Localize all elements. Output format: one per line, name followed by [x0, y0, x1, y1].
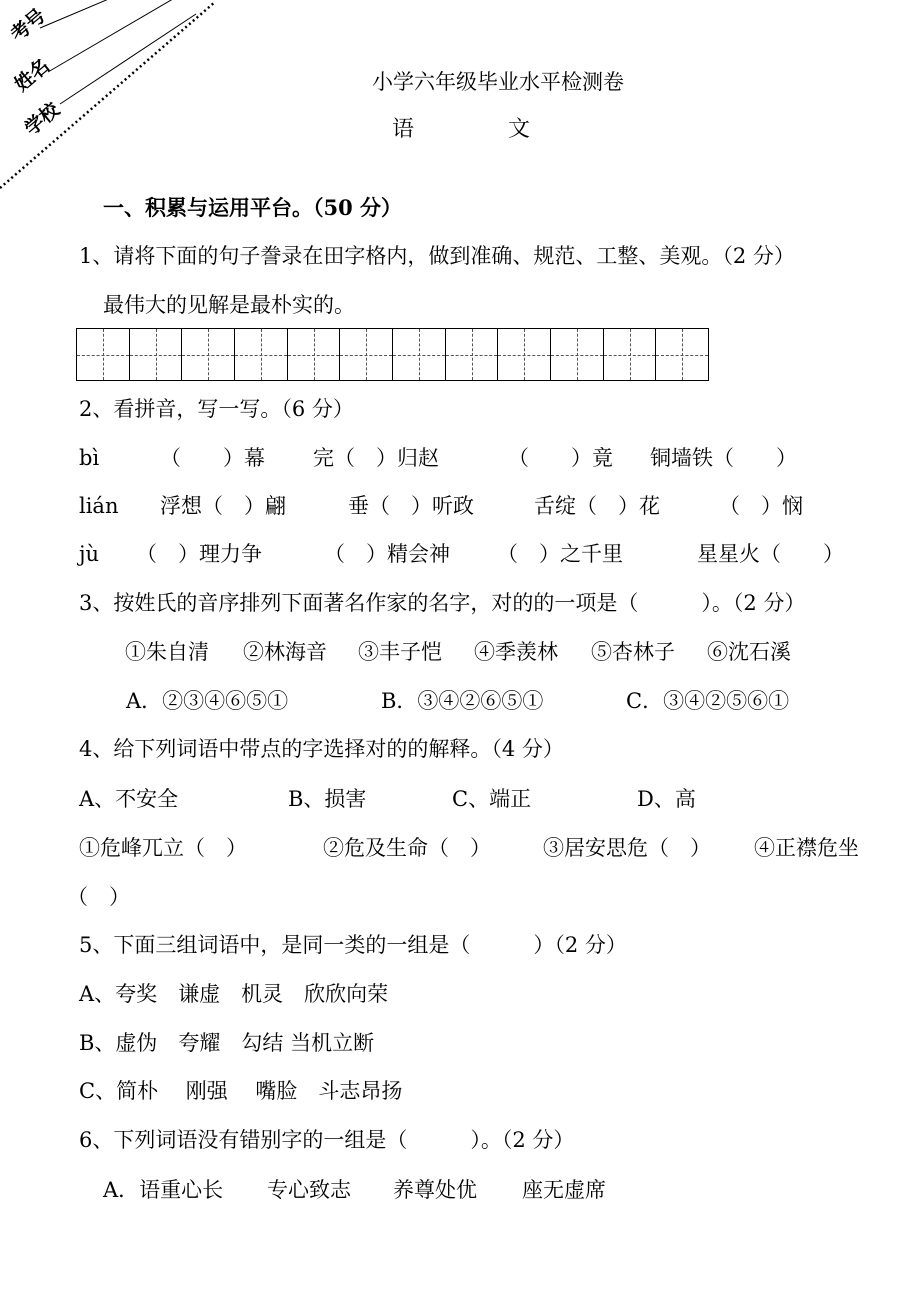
- exam-title: 小学六年级毕业水平检测卷: [372, 70, 624, 94]
- q5-option-a: A、夸奖 谦虚 机灵 欣欣向荣: [79, 982, 389, 1006]
- q3-option-c: C．③④②⑤⑥①: [626, 689, 790, 713]
- grid-cell[interactable]: [235, 329, 288, 380]
- q6-option-a-word: 座无虚席: [522, 1178, 606, 1202]
- q2-item: 舌绽（ ）花: [534, 494, 660, 518]
- q2-item: 星星火（ ）: [697, 542, 844, 566]
- q4-word-blank: （ ）: [67, 885, 130, 909]
- q4-meaning: D、高: [637, 787, 696, 811]
- subject-char-2: 文: [508, 117, 531, 142]
- grid-cell[interactable]: [604, 329, 657, 380]
- q5-option-b: B、虚伪 夸耀 勾结 当机立断: [79, 1031, 375, 1055]
- q4-word: ④正襟危坐: [754, 836, 859, 860]
- name-label: 姓名: [10, 54, 54, 96]
- tianzige-grid: [76, 328, 709, 381]
- exam-number-underline: [40, 0, 130, 28]
- q5-option-c: C、简朴 刚强 嘴脸 斗志昂扬: [79, 1079, 403, 1103]
- binding-corner: [0, 0, 240, 200]
- grid-cell[interactable]: [182, 329, 235, 380]
- grid-cell[interactable]: [130, 329, 183, 380]
- q3-name: ①朱自清: [125, 640, 209, 664]
- q1-prompt: 1、请将下面的句子誊录在田字格内，做到准确、规范、工整、美观。（2 分）: [79, 244, 795, 268]
- grid-cell[interactable]: [288, 329, 341, 380]
- q5-prompt: 5、下面三组词语中，是同一类的一组是（ ）（2 分）: [79, 933, 627, 957]
- q3-name: ③丰子恺: [358, 640, 442, 664]
- q1-sentence: 最伟大的见解是最朴实的。: [103, 293, 355, 317]
- name-underline: [48, 0, 178, 72]
- q2-item: 浮想（ ）翩: [160, 494, 286, 518]
- q2-pinyin-ju: jù: [79, 542, 100, 566]
- grid-cell[interactable]: [446, 329, 499, 380]
- q3-name: ②林海音: [243, 640, 327, 664]
- q6-prompt: 6、下列词语没有错别字的一组是（ ）。（2 分）: [79, 1128, 575, 1152]
- q4-word: ②危及生命（ ）: [323, 836, 491, 860]
- q2-item: （ ）幕: [160, 446, 265, 470]
- q4-word: ①危峰兀立（ ）: [79, 836, 247, 860]
- q2-item: （ ）之千里: [497, 542, 623, 566]
- q2-prompt: 2、看拼音，写一写。（6 分）: [79, 397, 354, 421]
- grid-cell[interactable]: [656, 329, 708, 380]
- q6-option-a-word: 专心致志: [267, 1178, 351, 1202]
- q2-item: （ ）竟: [508, 446, 613, 470]
- q3-option-a: A．②③④⑥⑤①: [126, 689, 289, 713]
- school-underline: [60, 14, 196, 104]
- subject-char-1: 语: [392, 117, 415, 142]
- q3-name: ⑤杏林子: [591, 640, 675, 664]
- grid-cell[interactable]: [498, 329, 551, 380]
- q3-name: ⑥沈石溪: [707, 640, 791, 664]
- grid-cell[interactable]: [340, 329, 393, 380]
- grid-cell[interactable]: [393, 329, 446, 380]
- exam-number-label: 考号: [6, 4, 50, 46]
- grid-cell[interactable]: [77, 329, 130, 380]
- q4-prompt: 4、给下列词语中带点的字选择对的的解释。（4 分）: [79, 737, 564, 761]
- grid-cell[interactable]: [551, 329, 604, 380]
- school-label: 学校: [20, 98, 64, 140]
- q4-word: ③居安思危（ ）: [543, 836, 711, 860]
- q3-option-b: B．③④②⑥⑤①: [381, 689, 544, 713]
- q4-meaning: B、损害: [288, 787, 367, 811]
- q4-meaning: A、不安全: [79, 787, 179, 811]
- q2-item: 铜墙铁（ ）: [650, 446, 797, 470]
- section-heading: 一、积累与运用平台。（50 分）: [103, 195, 403, 220]
- q6-option-a-word: A．语重心长: [103, 1178, 224, 1202]
- q2-item: （ ）理力争: [136, 542, 262, 566]
- q3-prompt: 3、按姓氏的音序排列下面著名作家的名字，对的的一项是（ ）。（2 分）: [79, 591, 806, 615]
- q2-item: （ ）悯: [719, 494, 803, 518]
- q4-meaning: C、端正: [452, 787, 532, 811]
- q2-pinyin-bi: bì: [79, 446, 100, 470]
- q2-item: 完（ ）归赵: [313, 446, 439, 470]
- q6-option-a-word: 养尊处优: [393, 1178, 477, 1202]
- q3-name: ④季羡林: [474, 640, 558, 664]
- q2-item: 垂（ ）听政: [348, 494, 474, 518]
- q2-item: （ ）精会神: [324, 542, 450, 566]
- q2-pinyin-lian: lián: [79, 494, 119, 518]
